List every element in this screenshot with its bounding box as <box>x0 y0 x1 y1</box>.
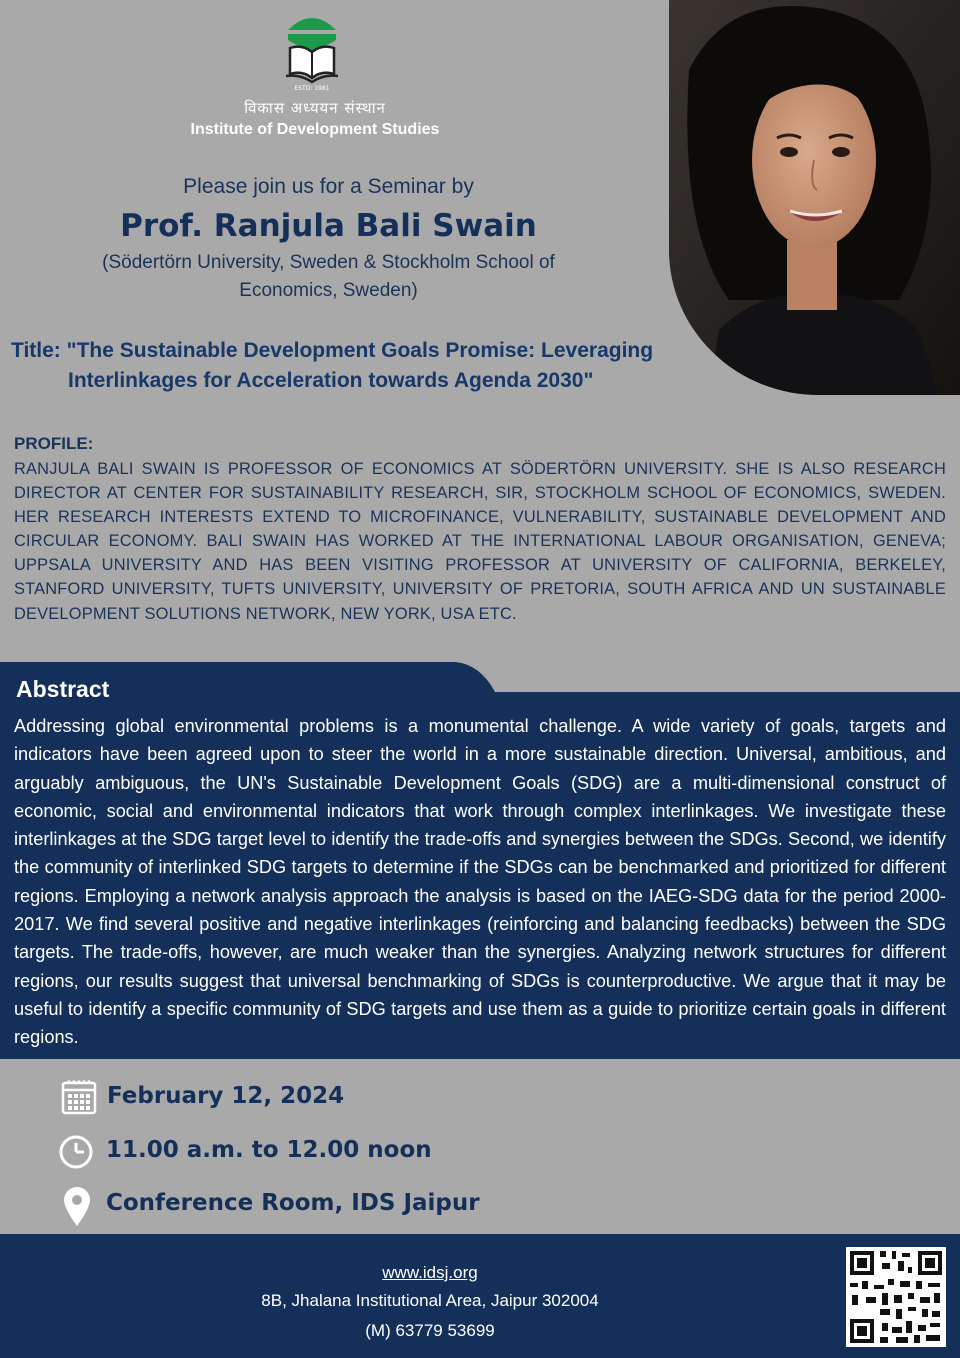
event-date: February 12, 2024 <box>107 1083 345 1109</box>
speaker-name: Prof. Ranjula Bali Swain <box>120 208 537 244</box>
talk-title-line-2: Interlinkages for Acceleration towards Agenda 2030" <box>68 369 594 392</box>
location-pin-icon <box>62 1186 92 1228</box>
seminar-intro: Please join us for a Seminar by <box>183 175 474 198</box>
book-tree-logo-icon <box>282 12 342 92</box>
clock-icon <box>57 1133 95 1171</box>
institute-logo <box>282 12 342 92</box>
logo-estd: ESTD: 1981 <box>294 85 330 92</box>
talk-title-line-1: Title: "The Sustainable Development Goals Promise: Leveraging <box>11 339 654 362</box>
talk-title <box>11 336 711 396</box>
institute-name-english: Institute of Development Studies <box>190 121 440 138</box>
address: 8B, Jhalana Institutional Area, Jaipur 302004 <box>261 1291 599 1310</box>
event-time: 11.00 a.m. to 12.00 noon <box>106 1137 432 1163</box>
speaker-photo <box>669 0 960 395</box>
calendar-icon <box>60 1078 98 1116</box>
event-venue: Conference Room, IDS Jaipur <box>106 1190 480 1216</box>
profile-text: RANJULA BALI SWAIN IS PROFESSOR OF ECONOMICS AT SÖDERTÖRN UNIVERSITY. SHE IS ALSO RESEARCH DIRECTOR AT CENTER FOR SUSTAINABILITY RESEARCH, SIR, STOCKHOLM SCHOOL OF ECONOMICS, SWEDEN. HER RESEARCH INTERESTS EXTEND TO MICROFINANCE, VULNERABILITY, SUSTAINABLE DEVELOPMENT AND CIRCULAR ECONOMY. BALI SWAIN HAS WORKED AT THE INTERNATIONAL LABOUR ORGANISATION, GENEVA; UPPSALA UNIVERSITY AND HAS BEEN VISITING PROFESSOR AT UNIVERSITY OF CALIFORNIA, BERKELEY, STANFORD UNIVERSITY, TUFTS UNIVERSITY, UNIVERSITY OF PRETORIA, SOUTH AFRICA AND UN SUSTAINABLE DEVELOPMENT SOLUTIONS NETWORK, NEW YORK, USA ETC. <box>14 460 946 623</box>
website-link[interactable]: www.idsj.org <box>382 1263 478 1282</box>
abstract-heading: Abstract <box>16 676 110 702</box>
phone-number: (M) 63779 53699 <box>365 1321 495 1340</box>
abstract-text: Addressing global environmental problems is a monumental challenge. A wide variety of goals, targets and indicators have been agreed upon to steer the world in a more sustainable direction. Universal, ambitious, and arguably ambiguous, the UN's Sustainable Development Goals (SDG) are a multi-dimensional construct of economic, social and environmental indicators that work through complex interlinkages. We investigate these interlinkages at the SDG target level to identify the trade-offs and synergies between the SDGs. Second, we identify the community of interlinked SDG targets to determine if the SDGs can be benchmarked and prioritized for different regions. Employing a network analysis approach the analysis is based on the IAEG-SDG data for the period 2000-2017. We find several positive and negative interlinkages (reinforcing and balancing feedbacks) between the SDG targets. The trade-offs, however, are much weaker than the synergies. Analyzing network structures for different regions, our results suggest that universal benchmarking of SDGs is counterproductive. We argue that it may be useful to identify a specific community of SDG targets and use them as a guide to prioritize certain goals in different regions. <box>14 716 946 1048</box>
speaker-portrait-image <box>669 0 960 395</box>
profile-heading: PROFILE: <box>14 434 94 453</box>
speaker-affiliation: (Södertörn University, Sweden & Stockholm School of Economics, Sweden) <box>102 252 555 301</box>
institute-name-hindi: विकास अध्ययन संस्थान <box>244 99 386 117</box>
qr-code[interactable] <box>846 1247 946 1347</box>
